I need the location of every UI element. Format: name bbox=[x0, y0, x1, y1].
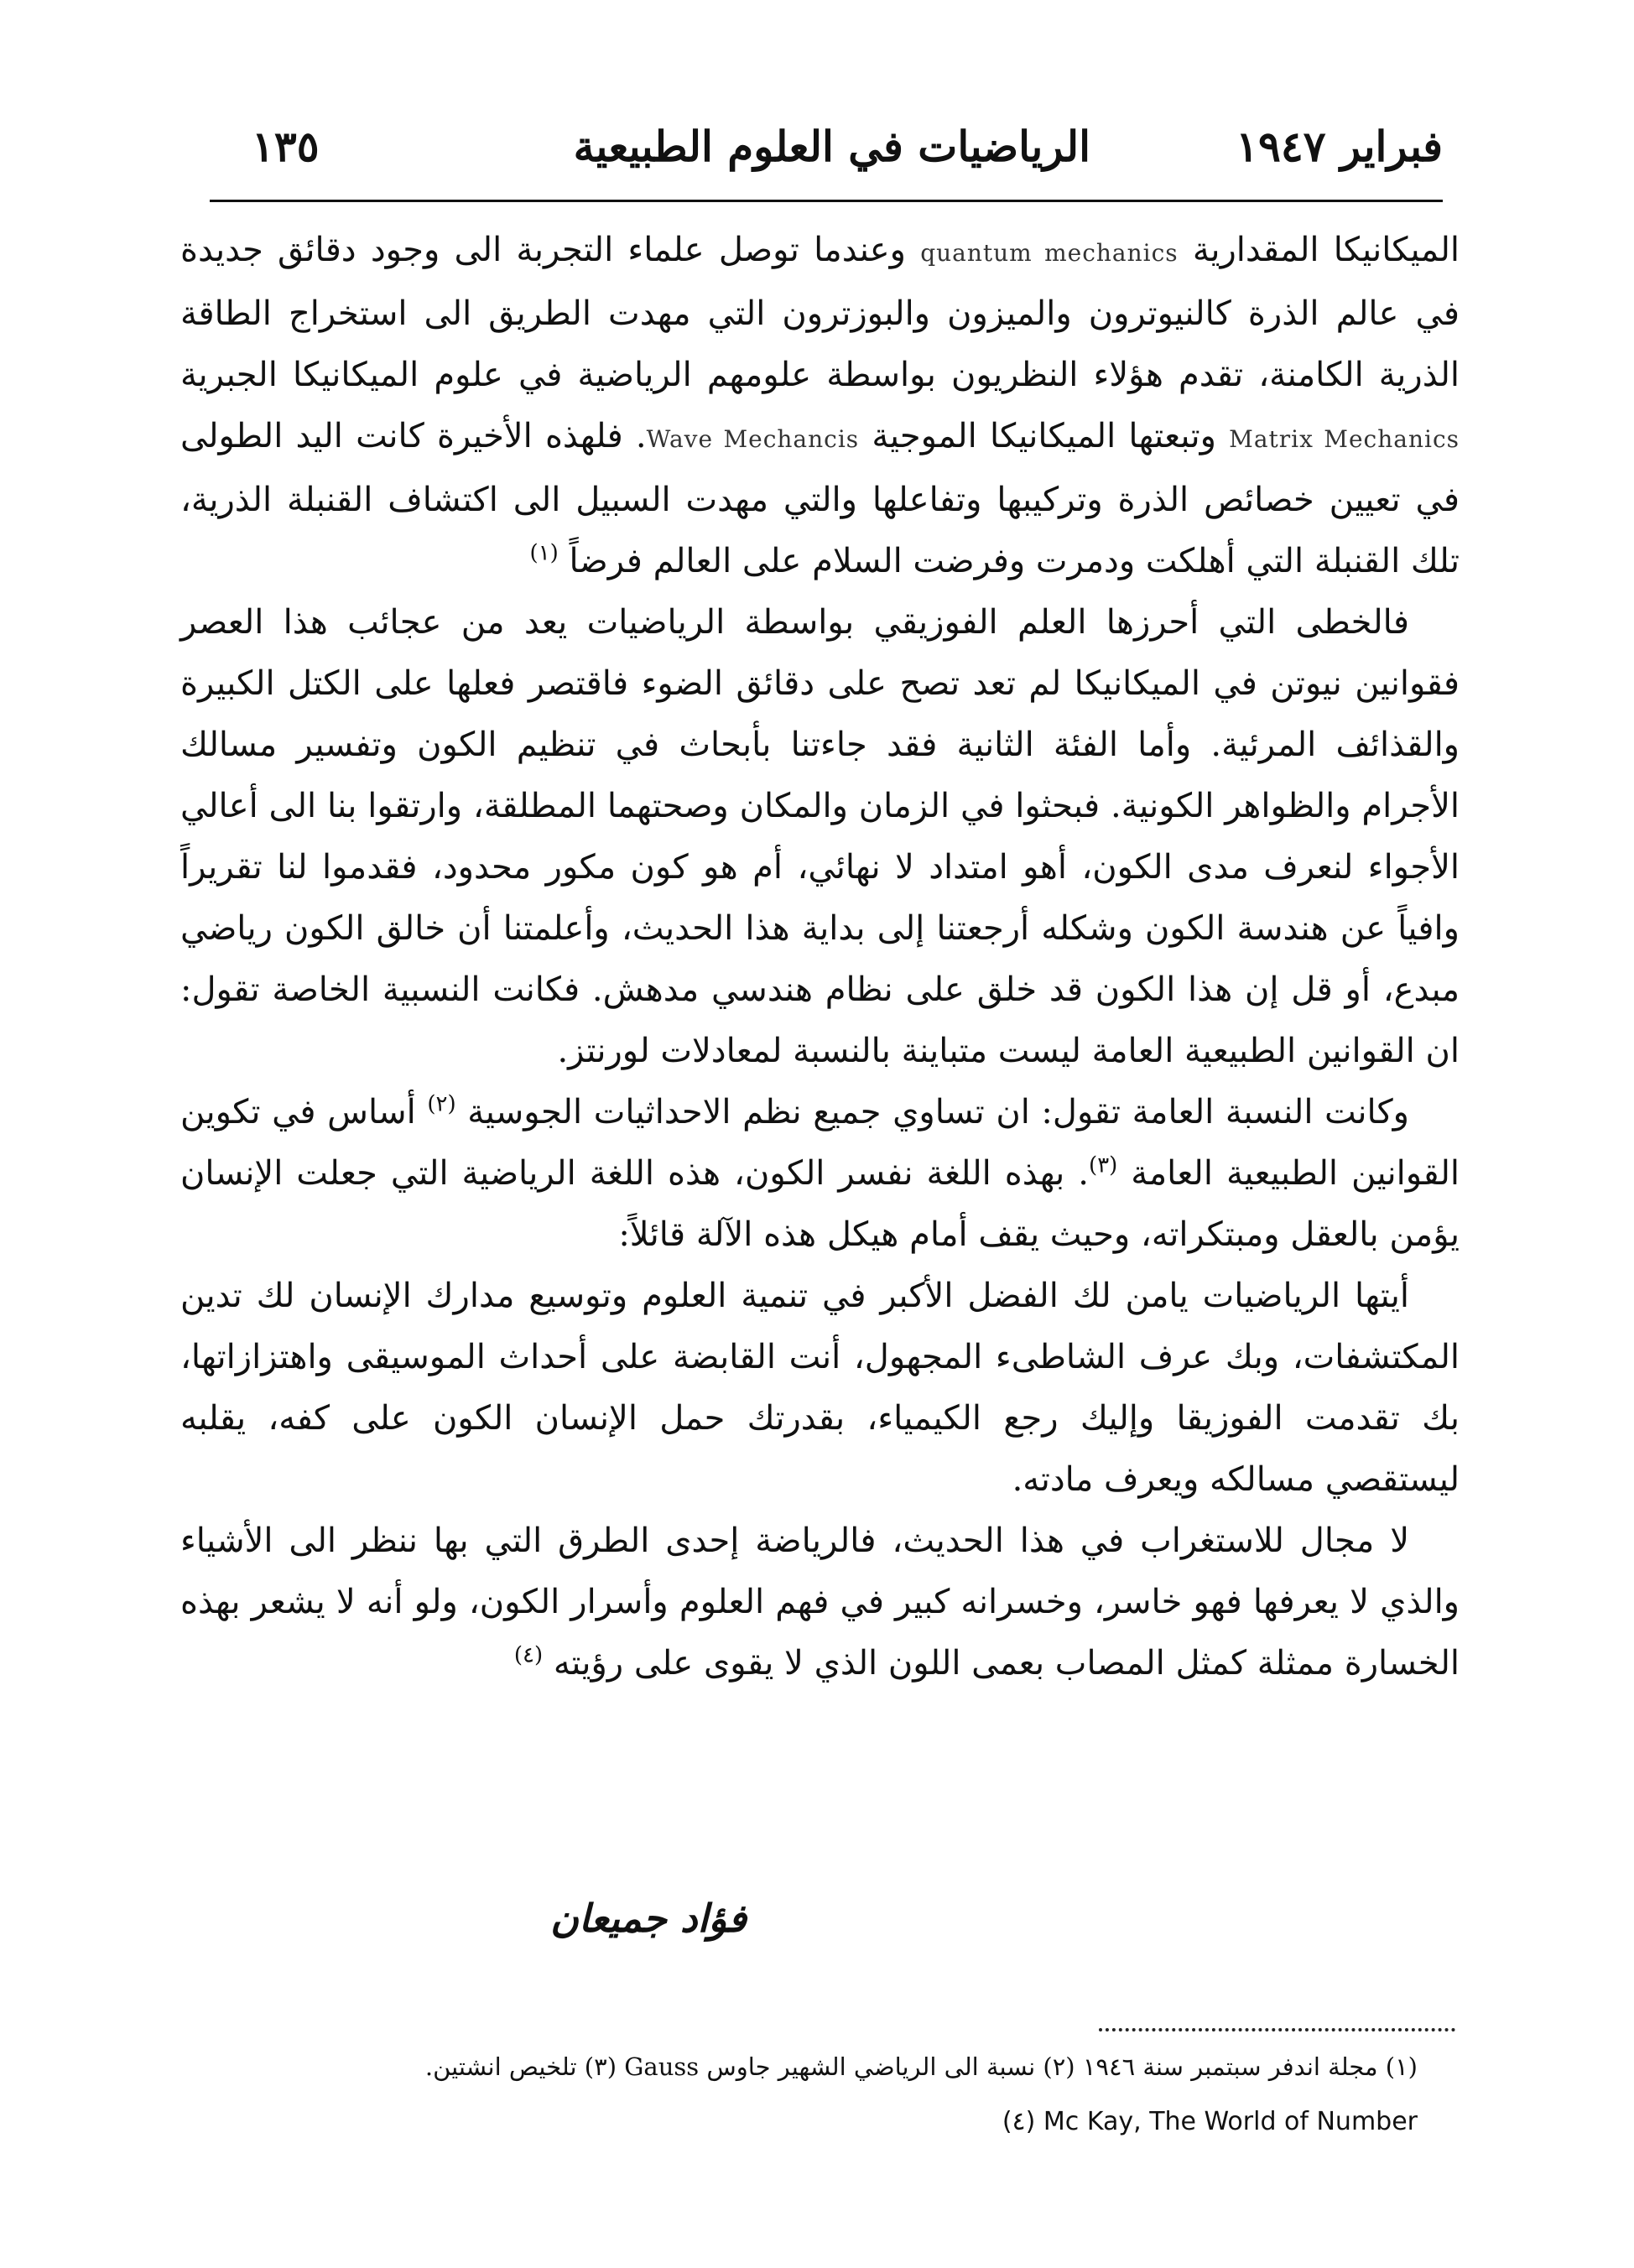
paragraph-text: وتبعتها الميكانيكا الموجية bbox=[859, 417, 1230, 455]
footnote-reference: (١) bbox=[529, 540, 559, 566]
page-number: ١٣٥ bbox=[252, 122, 320, 171]
latin-term: Matrix Mechanics bbox=[1229, 425, 1460, 453]
footnote-reference: (٣) bbox=[1089, 1152, 1118, 1178]
paragraph-text: وكانت النسبة العامة تقول: ان تساوي جميع نظم الاحداثيات الجوسية bbox=[455, 1093, 1409, 1131]
header-title: الرياضيات في العلوم الطبيعية bbox=[573, 122, 1090, 171]
paragraph bbox=[180, 1082, 1460, 1266]
latin-term: Wave Mechancis bbox=[646, 425, 860, 453]
paragraph-text: . بهذه اللغة نفسر الكون، هذه اللغة الرياضية التي جعلت الإنسان يؤمن بالعقل ومبتكراته، وحيث يقف أمام هيكل هذه الآلة قائلاً: bbox=[180, 1154, 1460, 1254]
paragraph-text: أيتها الرياضيات يامن لك الفضل الأكبر في تنمية العلوم وتوسيع مدارك الإنسان لك تدين المكتشفات، وبك عرف الشاطىء المجهول، أنت القابضة على أحداث الموسيقى واهتزازاتها، بك تقدمت الفوزيقا وإليك رجع الكيمياء، بقدرتك حمل الإنسان الكون على كفه، يقلبه ليستقصي مسالكه ويعرف مادته. bbox=[180, 1277, 1460, 1499]
paragraph bbox=[180, 1266, 1460, 1511]
paragraph bbox=[180, 220, 1460, 592]
header-date: فبراير ١٩٤٧ bbox=[1236, 122, 1443, 171]
footnote-line-2: Mc Kay, The World of Number (٤) bbox=[1002, 2107, 1418, 2136]
paragraph bbox=[180, 592, 1460, 1082]
running-head bbox=[252, 117, 1443, 176]
paragraph-text: وعندما توصل علماء التجربة الى وجود دقائق جديدة في عالم الذرة كالنيوترون والميزون والبوزترون التي مهدت الطريق الى استخراج الطاقة الذرية الكامنة، تقدم هؤلاء النظريون بواسطة علومهم الرياضية في علوم الميكانيكا الجبرية bbox=[180, 231, 1460, 394]
paragraph-text: الميكانيكا المقدارية bbox=[1178, 231, 1460, 269]
footnote-rule bbox=[1099, 2028, 1455, 2031]
paragraph-text: . فلهذه الأخيرة كانت اليد الطولى في تعيين خصائص الذرة وتركيبها وتفاعلها والتي مهدت السبيل الى اكتشاف القنبلة الذرية، تلك القنبلة التي أهلكت ودمرت وفرضت السلام على العالم فرضاً bbox=[180, 417, 1460, 580]
footnote-line-1: (١) مجلة اندفر سبتمبر سنة ١٩٤٦ (٢) نسبة الى الرياضي الشهير جاوس Gauss (٣) تلخيص انشتين. bbox=[424, 2052, 1418, 2081]
paragraph-text: أساس في تكوين القوانين الطبيعية العامة bbox=[180, 1093, 1460, 1193]
author-signature: فؤاد جميعان bbox=[550, 1896, 747, 1941]
footnote-reference: (٢) bbox=[427, 1091, 456, 1117]
paragraph-text: لا مجال للاستغراب في هذا الحديث، فالرياضة إحدى الطرق التي بها ننظر الى الأشياء والذي لا يعرفها فهو خاسر، وخسرانه كبير في فهم العلوم وأسرار الكون، ولو أنه لا يشعر بهذه الخسارة ممثلة كمثل المصاب بعمى اللون الذي لا يقوى على رؤيته bbox=[180, 1522, 1460, 1683]
latin-term: quantum mechanics bbox=[920, 239, 1179, 267]
paragraph bbox=[180, 1511, 1460, 1694]
header-rule bbox=[210, 200, 1443, 202]
footnote-reference: (٤) bbox=[513, 1642, 544, 1668]
article-body bbox=[180, 220, 1460, 1694]
paragraph-text: فالخطى التي أحرزها العلم الفوزيقي بواسطة الرياضيات يعد من عجائب هذا العصر فقوانين نيوتن في الميكانيكا لم تعد تصح على دقائق الضوء فاقتصر فعلها على الكتل الكبيرة والقذائف المرئية. وأما الفئة الثانية فقد جاءتنا بأبحاث في تنظيم الكون وتفسير مسالك الأجرام والظواهر الكونية. فبحثوا في الزمان والمكان وصحتهما المطلقة، وارتقوا بنا الى أعالي الأجواء لنعرف مدى الكون، أهو امتداد لا نهائي، أم هو كون مكور محدود، فقدموا لنا تقريراً وافياً عن هندسة الكون وشكله أرجعتنا إلى بداية هذا الحديث، وأعلمتنا أن خالق الكون رياضي مبدع، أو قل إن هذا الكون قد خلق على نظام هندسي مدهش. فكانت النسبية الخاصة تقول: ان القوانين الطبيعية العامة ليست متباينة بالنسبة لمعادلات لورنتز. bbox=[180, 603, 1460, 1070]
